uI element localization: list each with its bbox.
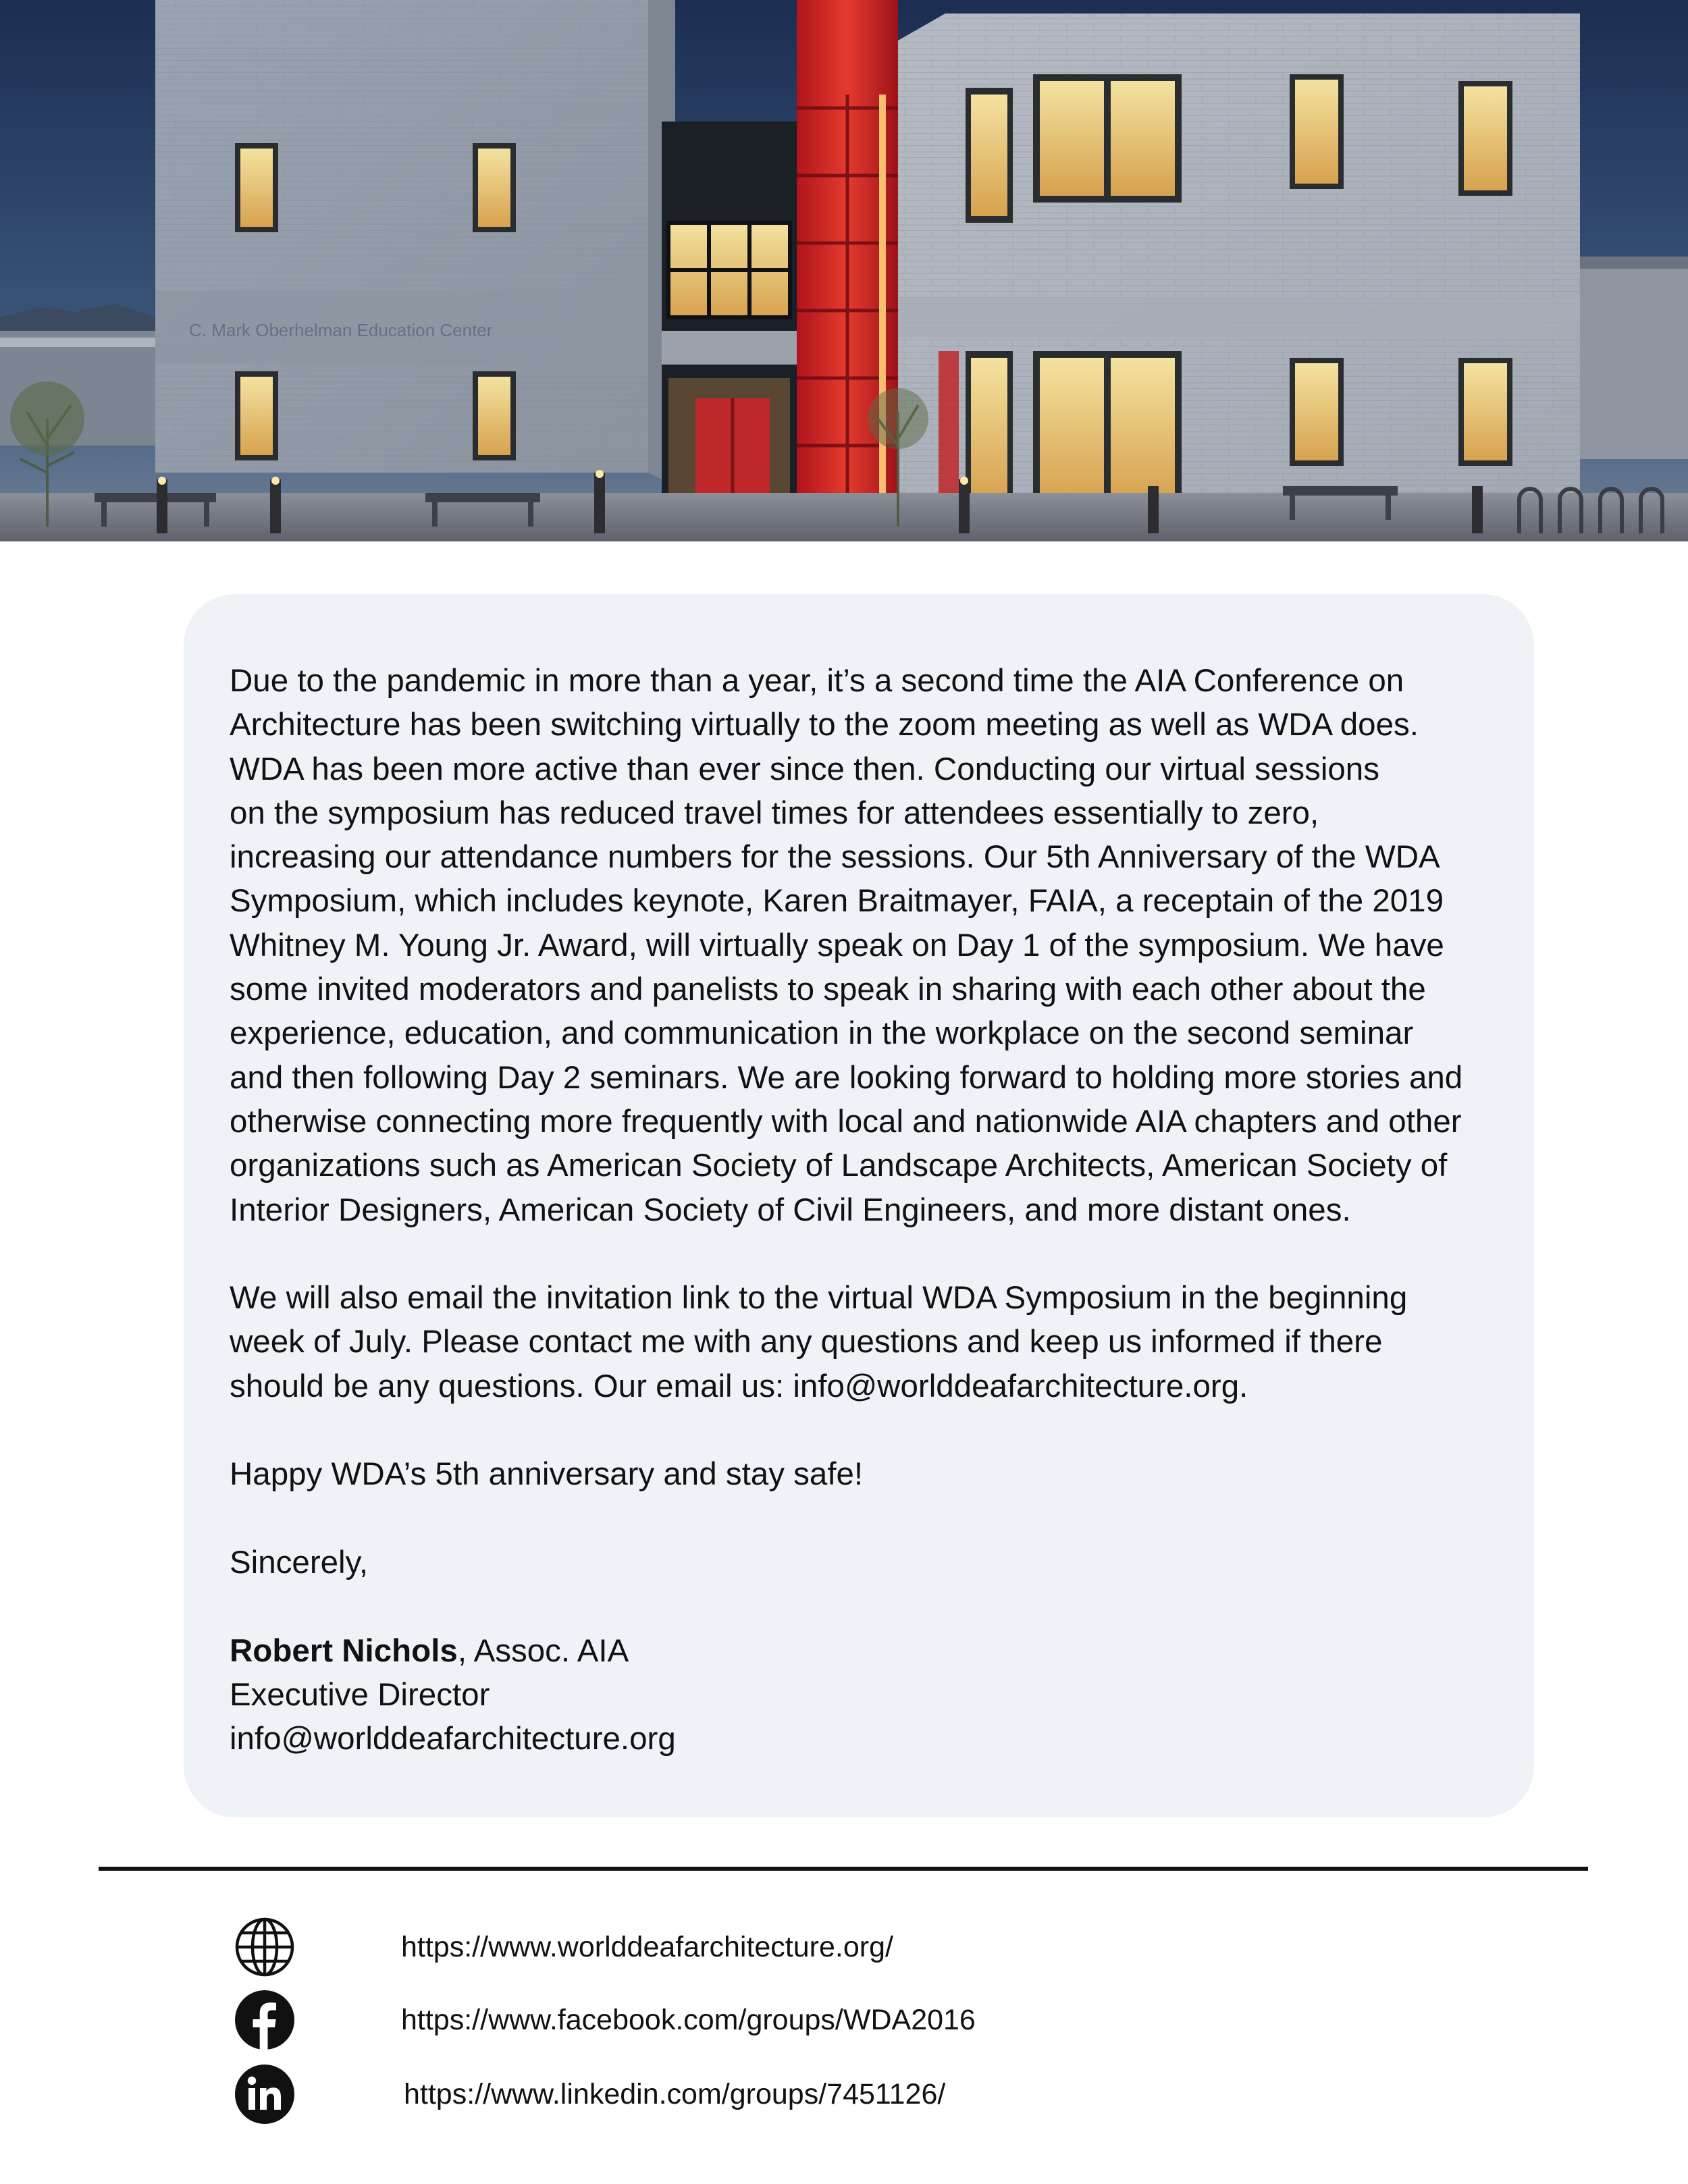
- hero-photo: [0, 0, 1688, 541]
- text-line: organizations such as American Society of Landscape Architects, American Society of: [230, 1148, 1448, 1184]
- text-line: on the symposium has reduced travel times for attendees essentially to zero,: [230, 795, 1319, 831]
- text-line: increasing our attendance numbers for the sessions. Our 5th Anniversary of the WDA: [230, 839, 1440, 876]
- paragraph-invitation: [230, 1276, 1526, 1408]
- closing-wish-text: Happy WDA’s 5th anniversary and stay safe!: [230, 1456, 864, 1493]
- text-line: Interior Designers, American Society of Civil Engineers, and more distant ones.: [230, 1192, 1351, 1228]
- linkedin-icon: [234, 2063, 296, 2125]
- website-url[interactable]: https://www.worlddeafarchitecture.org/: [401, 1930, 893, 1963]
- text-line: WDA has been more active than ever since then. Conducting our virtual sessions: [230, 751, 1379, 787]
- text-line: Architecture has been switching virtually to the zoom meeting as well as WDA does.: [230, 707, 1419, 743]
- facebook-url[interactable]: https://www.facebook.com/groups/WDA2016: [401, 2003, 976, 2036]
- sign-off-text: Sincerely,: [230, 1544, 369, 1580]
- footer-link-website[interactable]: [234, 1915, 893, 1979]
- building-sign: C. Mark Oberhelman Education Center: [189, 320, 493, 340]
- facebook-icon: [234, 1989, 296, 2051]
- footer-link-linkedin[interactable]: [234, 2062, 946, 2127]
- text-line: Due to the pandemic in more than a year, it’s a second time the AIA Conference on: [230, 663, 1404, 699]
- text-line: week of July. Please contact me with any questions and keep us informed if there: [230, 1324, 1383, 1360]
- text-line: some invited moderators and panelists to speak in sharing with each other about the: [230, 971, 1426, 1008]
- globe-icon: [234, 1916, 296, 1978]
- signature-name: Robert Nichols: [230, 1632, 458, 1669]
- text-line: otherwise connecting more frequently with local and nationwide AIA chapters and other: [230, 1103, 1462, 1140]
- footer-divider: [99, 1867, 1588, 1871]
- signature-name-line: [230, 1629, 1526, 1673]
- text-line: Whitney M. Young Jr. Award, will virtually speak on Day 1 of the symposium. We have: [230, 927, 1444, 963]
- text-line: experience, education, and communication in the workplace on the second seminar: [230, 1015, 1414, 1052]
- closing-wish: [230, 1452, 1526, 1496]
- letter-body: [230, 659, 1526, 1761]
- text-line: and then following Day 2 seminars. We are looking forward to holding more stories and: [230, 1059, 1463, 1096]
- signature-title: Executive Director: [230, 1676, 490, 1713]
- linkedin-url[interactable]: https://www.linkedin.com/groups/7451126/: [404, 2077, 946, 2110]
- text-line: Symposium, which includes keynote, Karen Braitmayer, FAIA, a receptain of the 2019: [230, 883, 1444, 920]
- text-line: should be any questions. Our email us: info@worlddeafarchitecture.org.: [230, 1368, 1248, 1404]
- signature-credential: , Assoc. AIA: [457, 1632, 629, 1669]
- text-line: We will also email the invitation link to the virtual WDA Symposium in the beginning: [230, 1280, 1408, 1316]
- signature-block: [230, 1629, 1526, 1761]
- sign-off: [230, 1541, 1526, 1584]
- footer-link-facebook[interactable]: [234, 1988, 976, 2052]
- building-illustration: [0, 0, 1688, 541]
- signature-email[interactable]: info@worlddeafarchitecture.org: [230, 1721, 676, 1757]
- paragraph-intro: [230, 659, 1526, 1232]
